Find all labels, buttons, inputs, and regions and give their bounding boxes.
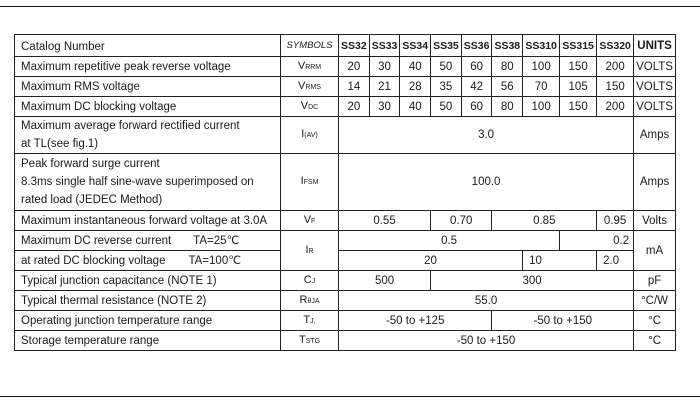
value-cell: 80 [492, 57, 523, 77]
catalog-number-header: Catalog Number [15, 35, 281, 57]
value-cell: 100 [523, 57, 560, 77]
row-vf [15, 211, 676, 231]
param-label: Peak forward surge current 8.3ms single half sine-wave superimposed on rated load (JEDEC Method) [15, 154, 281, 211]
part-header: SS35 [431, 35, 462, 57]
param-label: Maximum instantaneous forward voltage at 3.0A [15, 211, 281, 231]
value-cell: 20 [339, 57, 370, 77]
part-header: SS36 [461, 35, 492, 57]
unit-cell: Volts [634, 211, 676, 231]
value-cell: 200 [597, 57, 634, 77]
symbol-cell: IFSM [281, 154, 339, 211]
unit-cell: VOLTS [634, 57, 676, 77]
unit-cell: mA [634, 231, 676, 271]
value-cell: 40 [400, 97, 431, 117]
header-row [15, 35, 676, 57]
symbols-header: SYMBOLS [281, 35, 339, 57]
value-cell: 20 [339, 97, 370, 117]
symbol-cell: VF [281, 211, 339, 231]
value-cell: 0.55 [339, 211, 431, 231]
row-rth [15, 291, 676, 311]
symbol-cell: VRRM [281, 57, 339, 77]
unit-cell: °C [634, 331, 676, 351]
symbol-cell: RθJA [281, 291, 339, 311]
value-cell: 500 [339, 271, 431, 291]
value-cell: 80 [492, 97, 523, 117]
value-cell: 3.0 [339, 117, 634, 154]
param-label: Maximum DC reverse current TA=25℃ [15, 231, 281, 251]
value-cell: 300 [431, 271, 634, 291]
value-cell: 0.5 [339, 231, 560, 251]
value-cell: 60 [461, 97, 492, 117]
param-label: Maximum average forward rectified current at TL(see fig.1) [15, 117, 281, 154]
param-label: Typical junction capacitance (NOTE 1) [15, 271, 281, 291]
param-label: Maximum DC blocking voltage [15, 97, 281, 117]
value-cell: 40 [400, 57, 431, 77]
part-header: SS38 [492, 35, 523, 57]
unit-cell: °C/W [634, 291, 676, 311]
condition-label: TA=25℃ [193, 234, 240, 247]
value-cell: -50 to +150 [339, 331, 634, 351]
unit-cell: Amps [634, 117, 676, 154]
top-rule [0, 6, 700, 7]
part-header: SS34 [400, 35, 431, 57]
value-cell: 50 [431, 57, 462, 77]
unit-cell: Amps [634, 154, 676, 211]
value-cell: 55.0 [339, 291, 634, 311]
symbol-cell: CJ [281, 271, 339, 291]
value-cell: 20 [339, 251, 523, 271]
part-header: SS315 [560, 35, 597, 57]
part-header: SS320 [597, 35, 634, 57]
value-cell: -50 to +125 [339, 311, 492, 331]
value-cell: 70 [523, 77, 560, 97]
symbol-cell: VRMS [281, 77, 339, 97]
value-cell: 0.2 [560, 231, 634, 251]
part-header: SS33 [369, 35, 400, 57]
symbol-cell: TJ, [281, 311, 339, 331]
value-cell: 21 [369, 77, 400, 97]
row-vrrm [15, 57, 676, 77]
row-ifsm [15, 154, 676, 211]
ratings-table [14, 34, 676, 351]
symbol-cell: I(AV) [281, 117, 339, 154]
bottom-rule [0, 396, 700, 397]
value-cell: 60 [461, 57, 492, 77]
value-cell: 100 [523, 97, 560, 117]
value-cell: 0.85 [492, 211, 597, 231]
part-header: SS32 [339, 35, 370, 57]
symbol-cell: IR [281, 231, 339, 271]
row-iav [15, 117, 676, 154]
value-cell: 150 [597, 77, 634, 97]
unit-cell: VOLTS [634, 77, 676, 97]
value-cell: 150 [560, 57, 597, 77]
value-cell: 50 [431, 97, 462, 117]
row-ir-25 [15, 231, 676, 251]
unit-cell: °C [634, 311, 676, 331]
unit-cell: pF [634, 271, 676, 291]
part-header: SS310 [523, 35, 560, 57]
row-ir-100 [15, 251, 676, 271]
value-cell: 2.0 [597, 251, 634, 271]
value-cell: 42 [461, 77, 492, 97]
row-cj [15, 271, 676, 291]
value-cell: 150 [560, 97, 597, 117]
unit-cell: VOLTS [634, 97, 676, 117]
value-cell: 28 [400, 77, 431, 97]
value-cell: 35 [431, 77, 462, 97]
value-cell: 0.70 [431, 211, 492, 231]
value-cell: 30 [369, 57, 400, 77]
value-cell: 56 [492, 77, 523, 97]
value-cell: 10 [523, 251, 597, 271]
value-cell: 14 [339, 77, 370, 97]
symbol-cell: VDC [281, 97, 339, 117]
value-cell: 0.95 [597, 211, 634, 231]
row-tj [15, 311, 676, 331]
value-cell: 30 [369, 97, 400, 117]
param-label: Storage temperature range [15, 331, 281, 351]
param-label: Operating junction temperature range [15, 311, 281, 331]
value-cell: 200 [597, 97, 634, 117]
param-label: at rated DC blocking voltage TA=100℃ [15, 251, 281, 271]
row-tstg [15, 331, 676, 351]
row-vdc [15, 97, 676, 117]
value-cell: 100.0 [339, 154, 634, 211]
value-cell: 105 [560, 77, 597, 97]
param-label: Typical thermal resistance (NOTE 2) [15, 291, 281, 311]
value-cell: -50 to +150 [492, 311, 634, 331]
condition-label: TA=100℃ [188, 254, 242, 267]
units-header: UNITS [634, 35, 676, 57]
symbol-cell: TSTG [281, 331, 339, 351]
param-label: Maximum repetitive peak reverse voltage [15, 57, 281, 77]
param-label: Maximum RMS voltage [15, 77, 281, 97]
row-vrms [15, 77, 676, 97]
